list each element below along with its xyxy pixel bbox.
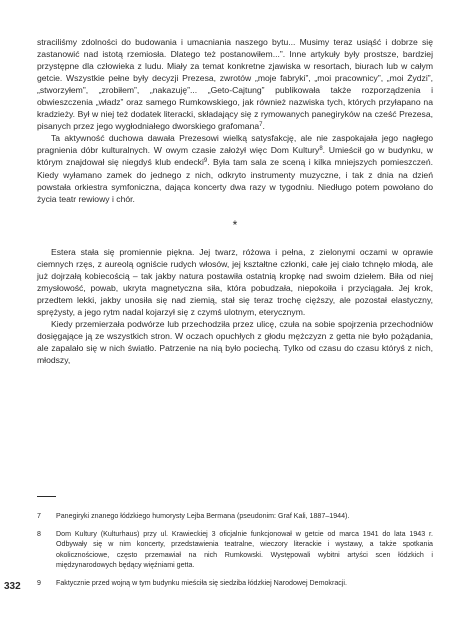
footnotes [37,511,433,596]
section-separator: * [232,217,238,232]
paragraph-4: Kiedy przemierzała podwórze lub przechodziła przez ulicę, czuła na sobie spojrzenia przechodniów dosięgające ją ze wszystkich stron. W oczach opuchłych z głodu mężczyzn z getta nie było pożądania, ale zapalało się w nich światło. Patrzenie na nią było pociechą. Tylko od czasu do czasu któryś z nich, młodszy, [37,318,433,366]
footnote-ref-7[interactable]: 7 [259,122,263,129]
paragraph-2 [37,132,433,204]
footnote-text: Faktycznie przed wojną w tym budynku mieściła się siedziba łódzkiej Narodowej Demokracji. [56,579,347,588]
footnote-ref-9[interactable]: 9 [203,158,208,165]
footnote-8 [37,529,433,570]
footnote-9 [37,578,433,588]
paragraph-3: Estera stała się promiennie piękna. Jej twarz, różowa i pełna, z zielonymi oczami w oprawie ciemnych rzęs, z aureolą ogniście rudych włosów, jej kształtne członki, całe jej ciało tchnęło młodą, ale już dojrzałą kobiecością – tak jakby natura postawiła ostatnią kropkę nad swoim dziełem. Biła od niej zmysłowość, powab, ukryta magnetyczna siła, która pobudzała, niepokoiła i przyciągała. Jej krok, przedtem lekki, jakby unosiła się nad ziemią, stał się teraz trochę cięższy, ale pozostał elastyczny, sprężysty, a jego rytm nadal kojarzył się z czymś ulotnym, eterycznym. [37,246,433,317]
paragraph-1 [37,36,433,132]
footnote-number: 9 [37,579,41,588]
paragraph-1-end: . [262,121,265,132]
paragraph-2-text-a: Ta aktywność duchowa dawała Prezesowi wielką satysfakcję, ale nie zaspokajała jego nagłego pragnienia dóbr kulturalnych. W owym czasie założył więc Dom Kultury [37,133,433,156]
footnote-divider [37,496,56,497]
footnote-ref-8[interactable]: 8 [319,146,323,153]
page-number: 332 [4,581,21,592]
paragraph-1-text: straciliśmy zdolności do budowania i umacniania naszego bytu... Musimy teraz usiąść i dobrze się zastanowić nad istotą rzemiosła. Dlatego też postanowiłem...”. Inne artykuły były prostsze, bardziej przystępne dla człowieka z ludu. Miały za temat konkretne zjawiska w resortach, biurach lub w całym getcie. Wszystkie pełne były decyzji Prezesa, zwrotów „moje fabryki”, „moi pracownicy”, „moi Żydzi”, „stworzyłem”, „zrobiłem”, „nakazuję”... „Geto-Cajtung” publikowała także rozporządzenia i obwieszczenia „władz” oraz samego Rumkowskiego, jak również nazwiska tych, których przyłapano na kradzieży. Był w niej też dodatek literacki, składający się z rymowanych panegiryków na cześć Prezesa, pisanych przez jego wygłodniałego dworskiego grafomana [37,37,433,132]
main-text [37,36,433,366]
paragraph-2-text-b: . Umieścił go w budynku, w którym znajdował się niegdyś klub endecki [37,145,433,168]
paragraph-2-text-c: . Była tam sala ze sceną i kilka mniejszych pomieszczeń. Kiedy wyłamano zamek do jednego z nich, odkryto instrumenty muzyczne, i tak z dnia na dzień powstała orkiestra symfoniczna, dająca koncerty dwa razy w tygodniu. Niedługo potem powołano do życia teatr rewiowy i chór. [37,157,433,204]
footnote-number: 7 [37,512,41,520]
footnote-text: Dom Kultury (Kulturhaus) przy ul. Krawieckiej 3 oficjalnie funkcjonował w getcie od marca 1941 do lata 1943 r. Odbywały się w nim koncerty, przedstawienia teatralne, wieczory literackie i wystawy, a także spotkania okolicznościowe, często przemawiał na nich Rumkowski. Występowali wybitni artyści scen łódzkich i międzynarodowych będący więźniami getta. [56,530,433,569]
footnote-7 [37,511,433,521]
footnote-text: Panegiryki znanego łódzkiego humorysty Lejba Bermana (pseudonim: Graf Kali, 1887–1944). [56,512,350,520]
footnote-number: 8 [37,530,41,539]
